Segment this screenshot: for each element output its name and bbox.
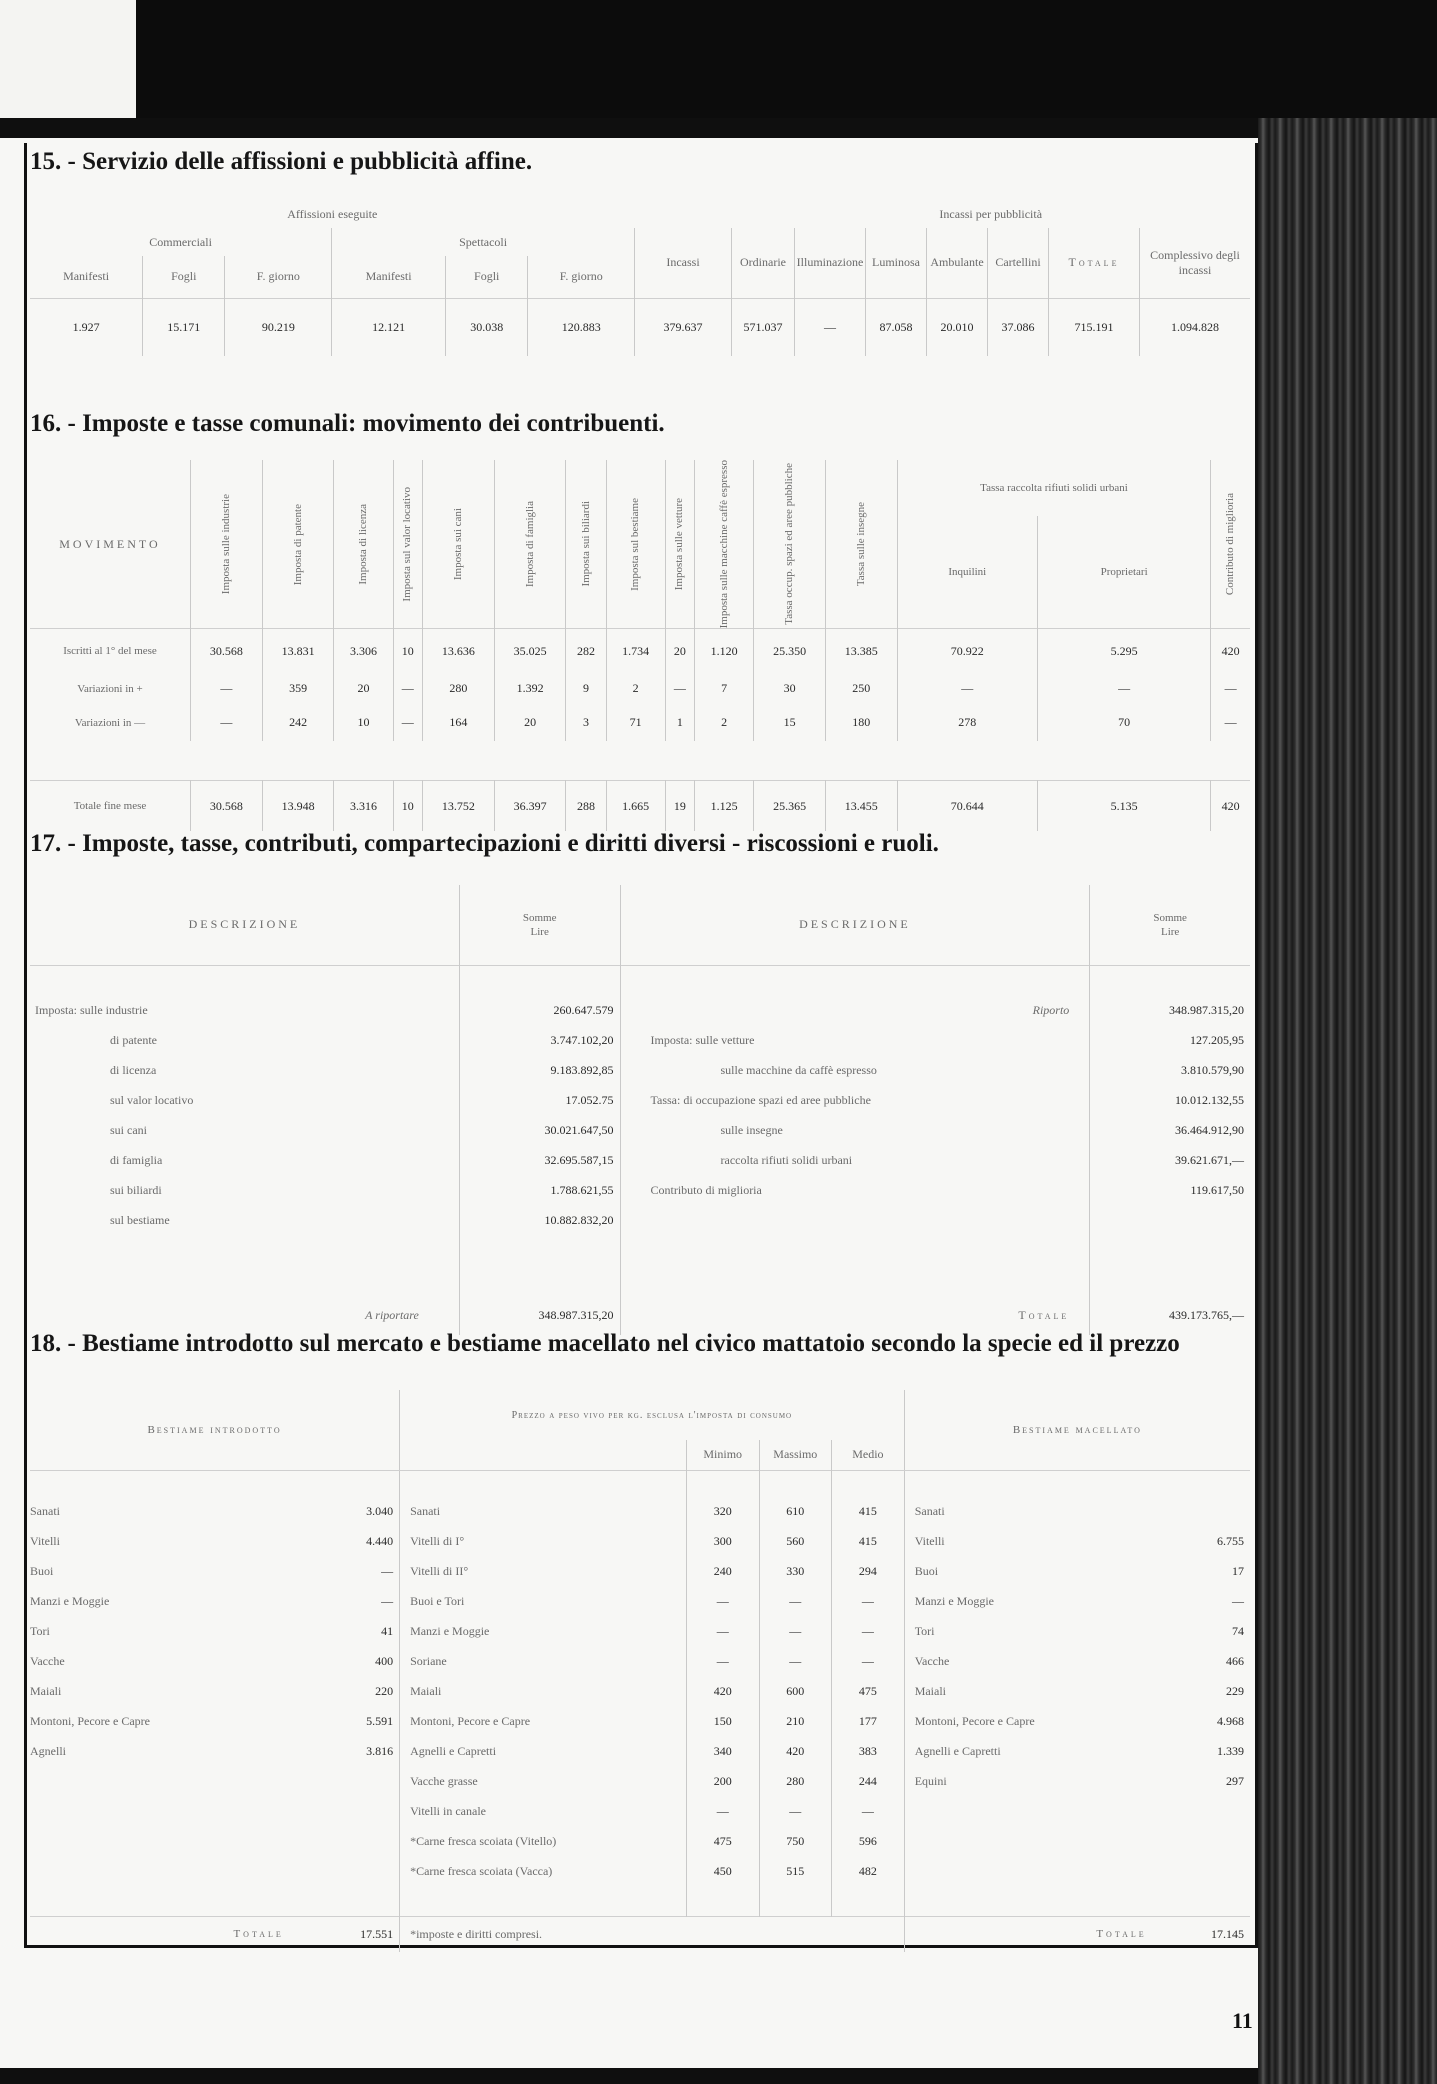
macellato-label: Vacche bbox=[904, 1646, 1166, 1676]
s17-right-value: 348.987.315,20 bbox=[1090, 995, 1250, 1025]
s15-cell: 12.121 bbox=[332, 298, 446, 356]
prezzo-label: Vitelli di II° bbox=[400, 1556, 687, 1586]
prezzo-med: — bbox=[832, 1616, 905, 1646]
macellato-value: 1.339 bbox=[1217, 1743, 1244, 1758]
prezzo-min: 300 bbox=[686, 1526, 759, 1556]
macellato-total-value: 17.145 bbox=[1211, 1926, 1244, 1941]
scan-dark-top bbox=[0, 0, 1437, 118]
macellato-value: 297 bbox=[1226, 1773, 1244, 1788]
macellato-value: 74 bbox=[1232, 1623, 1244, 1638]
prezzi-footnote: *imposte e diritti compresi. bbox=[400, 1916, 905, 1952]
s15-cell: 15.171 bbox=[143, 298, 225, 356]
s16-cell: 71 bbox=[606, 705, 665, 741]
prezzo-max: — bbox=[759, 1616, 832, 1646]
prezzo-min: — bbox=[686, 1796, 759, 1826]
section-16-title: 16. - Imposte e tasse comunali: movimento dei contribuenti. bbox=[30, 410, 665, 437]
s16-total-cell: 10 bbox=[393, 781, 423, 831]
introdotto-label: Vitelli bbox=[30, 1533, 60, 1548]
header-commerciali: Commerciali bbox=[149, 234, 212, 249]
header-spettacoli: Spettacoli bbox=[332, 228, 635, 256]
s16-total-cell: 70.644 bbox=[897, 781, 1037, 831]
s16-cell: 280 bbox=[423, 673, 495, 705]
s16-cell: 359 bbox=[262, 673, 334, 705]
s17-left-label: di patente bbox=[110, 1032, 157, 1047]
s17-right-value: 3.810.579,90 bbox=[1090, 1055, 1250, 1085]
section-17-table bbox=[30, 885, 1250, 1335]
s16-cell: 9 bbox=[566, 673, 606, 705]
prezzo-med: 383 bbox=[832, 1736, 905, 1766]
macellato-label: Equini bbox=[904, 1766, 1166, 1796]
header-ordinarie: Ordinarie bbox=[732, 228, 795, 298]
macellato-value: 4.968 bbox=[1217, 1713, 1244, 1728]
prezzo-min: — bbox=[686, 1586, 759, 1616]
s17-left-label: sui cani bbox=[110, 1122, 147, 1137]
header-incassi-pubblicita: Incassi per pubblicità bbox=[939, 206, 1043, 221]
header-prezzo: Prezzo a peso vivo per kg. esclusa l'imposta di consumo bbox=[400, 1390, 905, 1440]
col-header: Imposta di patente bbox=[291, 503, 304, 585]
header-inquilini: Inquilini bbox=[897, 516, 1037, 629]
col-header: Imposta sui cani bbox=[451, 508, 464, 581]
s16-cell: 5.295 bbox=[1037, 629, 1210, 673]
s17-left-total-value: 348.987.315,20 bbox=[459, 1295, 620, 1335]
s16-total-cell: 25.365 bbox=[754, 781, 826, 831]
s16-cell: 70.922 bbox=[897, 629, 1037, 673]
s17-left-label: sui biliardi bbox=[110, 1182, 162, 1197]
introdotto-label: Tori bbox=[30, 1623, 50, 1638]
row-label: Variazioni in — bbox=[74, 716, 146, 729]
prezzo-med: 177 bbox=[832, 1706, 905, 1736]
prezzo-label: Vitelli di I° bbox=[400, 1526, 687, 1556]
prezzo-max: 420 bbox=[759, 1736, 832, 1766]
s16-cell: 13.831 bbox=[262, 629, 334, 673]
introdotto-value: 3.040 bbox=[366, 1503, 394, 1518]
s15-cell: 90.219 bbox=[225, 298, 332, 356]
prezzo-label: *Carne fresca scoiata (Vacca) bbox=[400, 1856, 687, 1886]
s16-cell: 35.025 bbox=[494, 629, 566, 673]
s17-right-total-label: Totale bbox=[620, 1295, 1090, 1335]
s15-cell: 120.883 bbox=[528, 298, 635, 356]
prezzo-label: Sanati bbox=[400, 1496, 687, 1526]
col-header: Imposta di licenza bbox=[356, 503, 369, 585]
s15-cell: 37.086 bbox=[988, 298, 1049, 356]
introdotto-total-label: Totale bbox=[233, 1928, 284, 1941]
macellato-total-label: Totale bbox=[904, 1916, 1166, 1952]
prezzo-label: Soriane bbox=[400, 1646, 687, 1676]
s17-left-label: di famiglia bbox=[110, 1152, 163, 1167]
s16-cell: 20 bbox=[334, 673, 393, 705]
s16-cell: 30 bbox=[754, 673, 826, 705]
col-header: Imposta sui biliardi bbox=[579, 501, 592, 587]
s17-left-label: Imposta: sulle industrie bbox=[35, 1002, 148, 1017]
prezzo-label: Agnelli e Capretti bbox=[400, 1736, 687, 1766]
s16-cell: 180 bbox=[825, 705, 897, 741]
s16-cell: 278 bbox=[897, 705, 1037, 741]
macellato-label: Agnelli e Capretti bbox=[904, 1736, 1166, 1766]
prezzo-min: 200 bbox=[686, 1766, 759, 1796]
prezzo-med: — bbox=[832, 1646, 905, 1676]
section-15-table bbox=[30, 200, 1250, 356]
book-spine-edge bbox=[1258, 118, 1437, 2084]
prezzo-min: 450 bbox=[686, 1856, 759, 1886]
header-medio: Medio bbox=[832, 1440, 905, 1470]
col-header: Imposta sul valor locativo bbox=[401, 486, 414, 602]
section-18-table bbox=[30, 1390, 1250, 1952]
s16-cell: 1 bbox=[665, 705, 695, 741]
header-somme-right: Somme bbox=[1153, 911, 1187, 924]
s17-right-label: Riporto bbox=[620, 995, 1090, 1025]
macellato-value: 466 bbox=[1226, 1653, 1244, 1668]
s17-right-value: 10.012.132,55 bbox=[1090, 1085, 1250, 1115]
header-totale: Totale bbox=[1049, 228, 1140, 298]
s17-left-label: di licenza bbox=[110, 1062, 157, 1077]
s16-cell: 282 bbox=[566, 629, 606, 673]
macellato-label: Sanati bbox=[904, 1496, 1166, 1526]
prezzo-label: Vitelli in canale bbox=[400, 1796, 687, 1826]
prezzo-max: 600 bbox=[759, 1676, 832, 1706]
s16-cell: 1.392 bbox=[494, 673, 566, 705]
prezzo-min: 320 bbox=[686, 1496, 759, 1526]
s16-cell: 1.120 bbox=[695, 629, 754, 673]
s15-cell: 30.038 bbox=[446, 298, 528, 356]
prezzo-min: 340 bbox=[686, 1736, 759, 1766]
s16-cell: — bbox=[191, 673, 263, 705]
header-descrizione-right: DESCRIZIONE bbox=[620, 885, 1090, 965]
introdotto-label: Agnelli bbox=[30, 1743, 66, 1758]
introdotto-label: Buoi bbox=[30, 1563, 54, 1578]
header-lire-right: Lire bbox=[1160, 925, 1180, 938]
s16-cell: 10 bbox=[393, 629, 423, 673]
s15-cell: 87.058 bbox=[866, 298, 927, 356]
s16-cell: 20 bbox=[665, 629, 695, 673]
introdotto-label: Manzi e Moggie bbox=[30, 1593, 110, 1608]
s17-right-value: 119.617,50 bbox=[1090, 1175, 1250, 1205]
header-luminosa: Luminosa bbox=[866, 228, 927, 298]
prezzo-label: Montoni, Pecore e Capre bbox=[400, 1706, 687, 1736]
introdotto-value: 220 bbox=[375, 1683, 394, 1698]
s17-right-label: sulle macchine da caffè espresso bbox=[620, 1055, 1090, 1085]
prezzo-min: 475 bbox=[686, 1826, 759, 1856]
prezzo-med: 244 bbox=[832, 1766, 905, 1796]
row-label: Variazioni in + bbox=[77, 682, 143, 695]
prezzo-med: — bbox=[832, 1586, 905, 1616]
header-illuminazione: Illuminazione bbox=[795, 228, 866, 298]
prezzo-label: Maiali bbox=[400, 1676, 687, 1706]
header-ambulante: Ambulante bbox=[927, 228, 988, 298]
header-minimo: Minimo bbox=[686, 1440, 759, 1470]
s16-total-cell: 3.316 bbox=[334, 781, 393, 831]
header-fogli-comm: Fogli bbox=[143, 256, 225, 298]
macellato-label: Montoni, Pecore e Capre bbox=[904, 1706, 1166, 1736]
header-proprietari: Proprietari bbox=[1037, 516, 1210, 629]
col-header: Imposta sulle vetture bbox=[673, 498, 686, 591]
prezzo-max: 750 bbox=[759, 1826, 832, 1856]
s17-left-label: sul bestiame bbox=[110, 1212, 170, 1227]
s15-cell: 715.191 bbox=[1049, 298, 1140, 356]
s17-right-total-value: 439.173.765,— bbox=[1090, 1295, 1250, 1335]
s17-left-total-label: A riportare bbox=[365, 1307, 419, 1322]
s17-left-label: sul valor locativo bbox=[110, 1092, 194, 1107]
s16-cell: 70 bbox=[1037, 705, 1210, 741]
s16-cell: 10 bbox=[334, 705, 393, 741]
s16-cell: 1.734 bbox=[606, 629, 665, 673]
macellato-label: Vitelli bbox=[904, 1526, 1166, 1556]
header-descrizione-left: DESCRIZIONE bbox=[188, 917, 301, 932]
prezzo-max: — bbox=[759, 1646, 832, 1676]
s16-total-cell: 13.455 bbox=[825, 781, 897, 831]
prezzo-max: 280 bbox=[759, 1766, 832, 1796]
col-header: Imposta di famiglia bbox=[523, 501, 536, 588]
s16-cell: 2 bbox=[606, 673, 665, 705]
s17-right-label: Contributo di miglioria bbox=[620, 1175, 1090, 1205]
introdotto-label: Montoni, Pecore e Capre bbox=[30, 1713, 150, 1728]
s17-left-value: 10.882.832,20 bbox=[459, 1205, 620, 1235]
section-15-title: 15. - Servizio delle affissioni e pubblicità affine. bbox=[30, 148, 533, 175]
header-fgiorno-comm: F. giorno bbox=[225, 256, 332, 298]
prezzo-min: — bbox=[686, 1616, 759, 1646]
s16-cell: — bbox=[1037, 673, 1210, 705]
macellato-label: Maiali bbox=[904, 1676, 1166, 1706]
macellato-value: 17 bbox=[1232, 1563, 1244, 1578]
s16-cell: 7 bbox=[695, 673, 754, 705]
prezzo-med: 482 bbox=[832, 1856, 905, 1886]
s17-left-value: 3.747.102,20 bbox=[459, 1025, 620, 1055]
prezzo-med: 294 bbox=[832, 1556, 905, 1586]
header-somme-left: Somme bbox=[522, 911, 557, 924]
s17-right-label: sulle insegne bbox=[620, 1115, 1090, 1145]
header-affissioni: Affissioni eseguite bbox=[287, 206, 378, 221]
section-18-title: 18. - Bestiame introdotto sul mercato e bestiame macellato nel civico mattatoio secondo la specie ed il prezzo bbox=[30, 1330, 1180, 1357]
s17-right-label: Tassa: di occupazione spazi ed aree pubbliche bbox=[620, 1085, 1090, 1115]
prezzo-med: 596 bbox=[832, 1826, 905, 1856]
s16-cell: — bbox=[665, 673, 695, 705]
prezzo-min: 150 bbox=[686, 1706, 759, 1736]
s15-cell: 1.927 bbox=[72, 319, 100, 334]
header-lire-left: Lire bbox=[530, 925, 549, 938]
row-label-total: Totale fine mese bbox=[73, 800, 147, 813]
macellato-value: 229 bbox=[1226, 1683, 1244, 1698]
header-incassi: Incassi bbox=[635, 228, 732, 298]
s16-cell: 13.385 bbox=[825, 629, 897, 673]
prezzo-max: 210 bbox=[759, 1706, 832, 1736]
s16-cell: 242 bbox=[262, 705, 334, 741]
prezzo-max: — bbox=[759, 1796, 832, 1826]
macellato-value bbox=[1167, 1496, 1250, 1526]
s17-right-label: Imposta: sulle vetture bbox=[620, 1025, 1090, 1055]
macellato-value: — bbox=[1232, 1593, 1244, 1608]
s16-cell: 30.568 bbox=[191, 629, 263, 673]
introdotto-label: Maiali bbox=[30, 1683, 62, 1698]
s16-total-cell: 30.568 bbox=[191, 781, 263, 831]
introdotto-value: — bbox=[381, 1563, 394, 1578]
s16-total-cell: 19 bbox=[665, 781, 695, 831]
s16-cell: 2 bbox=[695, 705, 754, 741]
macellato-label: Tori bbox=[904, 1616, 1166, 1646]
s16-cell: 13.636 bbox=[423, 629, 495, 673]
prezzo-max: 610 bbox=[759, 1496, 832, 1526]
prezzo-max: 515 bbox=[759, 1856, 832, 1886]
section-17-title: 17. - Imposte, tasse, contributi, compartecipazioni e diritti diversi - riscossioni e ruoli. bbox=[30, 830, 939, 857]
s16-cell: — bbox=[393, 673, 423, 705]
col-header: Contributo di miglioria bbox=[1224, 493, 1237, 596]
s16-total-cell: 288 bbox=[566, 781, 606, 831]
s17-left-value: 30.021.647,50 bbox=[459, 1115, 620, 1145]
s16-cell: 164 bbox=[423, 705, 495, 741]
header-fgiorno-spett: F. giorno bbox=[528, 256, 635, 298]
prezzo-label: Manzi e Moggie bbox=[400, 1616, 687, 1646]
s17-right-label: raccolta rifiuti solidi urbani bbox=[620, 1145, 1090, 1175]
introdotto-value: 400 bbox=[375, 1653, 394, 1668]
col-header: Tassa occup. spazi ed aree pubbliche bbox=[783, 463, 796, 626]
prezzo-label: *Carne fresca scoiata (Vitello) bbox=[400, 1826, 687, 1856]
introdotto-label: Vacche bbox=[30, 1653, 65, 1668]
s16-cell: — bbox=[191, 705, 263, 741]
s16-cell: — bbox=[1211, 673, 1250, 705]
s16-total-cell: 13.948 bbox=[262, 781, 334, 831]
s16-total-cell: 1.665 bbox=[606, 781, 665, 831]
introdotto-value: — bbox=[381, 1593, 394, 1608]
col-header: Imposta sul bestiame bbox=[629, 497, 642, 591]
header-tassa-rifiuti: Tassa raccolta rifiuti solidi urbani bbox=[897, 460, 1211, 516]
s16-cell: 15 bbox=[754, 705, 826, 741]
s17-right-value: 39.621.671,— bbox=[1090, 1145, 1250, 1175]
prezzo-label: Buoi e Tori bbox=[400, 1586, 687, 1616]
header-movimento: MOVIMENTO bbox=[59, 536, 161, 551]
prezzo-label: Vacche grasse bbox=[400, 1766, 687, 1796]
prezzo-max: 330 bbox=[759, 1556, 832, 1586]
s16-cell: 250 bbox=[825, 673, 897, 705]
section-16-table bbox=[30, 460, 1250, 831]
s16-total-cell: 36.397 bbox=[494, 781, 566, 831]
page-number: 11 bbox=[1232, 2008, 1253, 2033]
header-cartellini: Cartellini bbox=[988, 228, 1049, 298]
header-massimo: Massimo bbox=[759, 1440, 832, 1470]
s17-left-value: 17.052.75 bbox=[459, 1085, 620, 1115]
s16-total-cell: 420 bbox=[1211, 781, 1250, 831]
s16-cell: — bbox=[897, 673, 1037, 705]
header-bestiame-introdotto: Bestiame introdotto bbox=[30, 1390, 400, 1470]
prezzo-med: 415 bbox=[832, 1526, 905, 1556]
s16-cell: — bbox=[1211, 705, 1250, 741]
introdotto-total-value: 17.551 bbox=[360, 1926, 394, 1941]
prezzo-min: 240 bbox=[686, 1556, 759, 1586]
s16-cell: 3 bbox=[566, 705, 606, 741]
introdotto-value: 41 bbox=[381, 1623, 394, 1638]
s16-cell: 25.350 bbox=[754, 629, 826, 673]
prezzo-med: 415 bbox=[832, 1496, 905, 1526]
introdotto-value: 4.440 bbox=[366, 1533, 394, 1548]
introdotto-value: 3.816 bbox=[366, 1743, 394, 1758]
s17-right-value: 36.464.912,90 bbox=[1090, 1115, 1250, 1145]
scan-previous-page-corner bbox=[0, 0, 136, 118]
header-manifesti-spett: Manifesti bbox=[332, 256, 446, 298]
introdotto-value: 5.591 bbox=[366, 1713, 394, 1728]
s15-cell: 20.010 bbox=[927, 298, 988, 356]
prezzo-max: 560 bbox=[759, 1526, 832, 1556]
header-complessivo: Complessivo degli incassi bbox=[1140, 228, 1251, 298]
s17-left-value: 9.183.892,85 bbox=[459, 1055, 620, 1085]
s16-cell: 420 bbox=[1211, 629, 1250, 673]
s17-right-value: 127.205,95 bbox=[1090, 1025, 1250, 1055]
header-bestiame-macellato: Bestiame macellato bbox=[904, 1390, 1250, 1470]
prezzo-max: — bbox=[759, 1586, 832, 1616]
s15-cell: 571.037 bbox=[732, 298, 795, 356]
s17-left-value: 1.788.621,55 bbox=[459, 1175, 620, 1205]
s15-cell: 379.637 bbox=[635, 298, 732, 356]
prezzo-med: 475 bbox=[832, 1676, 905, 1706]
header-fogli-spett: Fogli bbox=[446, 256, 528, 298]
col-header: Tassa sulle insegne bbox=[854, 502, 867, 587]
s16-cell: 3.306 bbox=[334, 629, 393, 673]
prezzo-med: — bbox=[832, 1796, 905, 1826]
s15-cell: — bbox=[795, 298, 866, 356]
row-label: Iscritti al 1° del mese bbox=[63, 645, 157, 658]
macellato-value: 6.755 bbox=[1217, 1533, 1244, 1548]
prezzo-min: 420 bbox=[686, 1676, 759, 1706]
s16-cell: — bbox=[393, 705, 423, 741]
s16-total-cell: 1.125 bbox=[695, 781, 754, 831]
s16-total-cell: 5.135 bbox=[1037, 781, 1210, 831]
introdotto-label: Sanati bbox=[30, 1503, 60, 1518]
macellato-label: Manzi e Moggie bbox=[904, 1586, 1166, 1616]
s16-cell: 20 bbox=[494, 705, 566, 741]
s17-left-value: 32.695.587,15 bbox=[459, 1145, 620, 1175]
prezzo-min: — bbox=[686, 1646, 759, 1676]
header-manifesti-comm: Manifesti bbox=[63, 269, 110, 284]
macellato-label: Buoi bbox=[904, 1556, 1166, 1586]
s15-cell: 1.094.828 bbox=[1140, 298, 1251, 356]
col-header: Imposta sulle macchine caffè espresso bbox=[717, 460, 730, 629]
s16-total-cell: 13.752 bbox=[423, 781, 495, 831]
col-header: Imposta sulle industrie bbox=[219, 494, 232, 595]
s17-left-value: 260.647.579 bbox=[459, 995, 620, 1025]
